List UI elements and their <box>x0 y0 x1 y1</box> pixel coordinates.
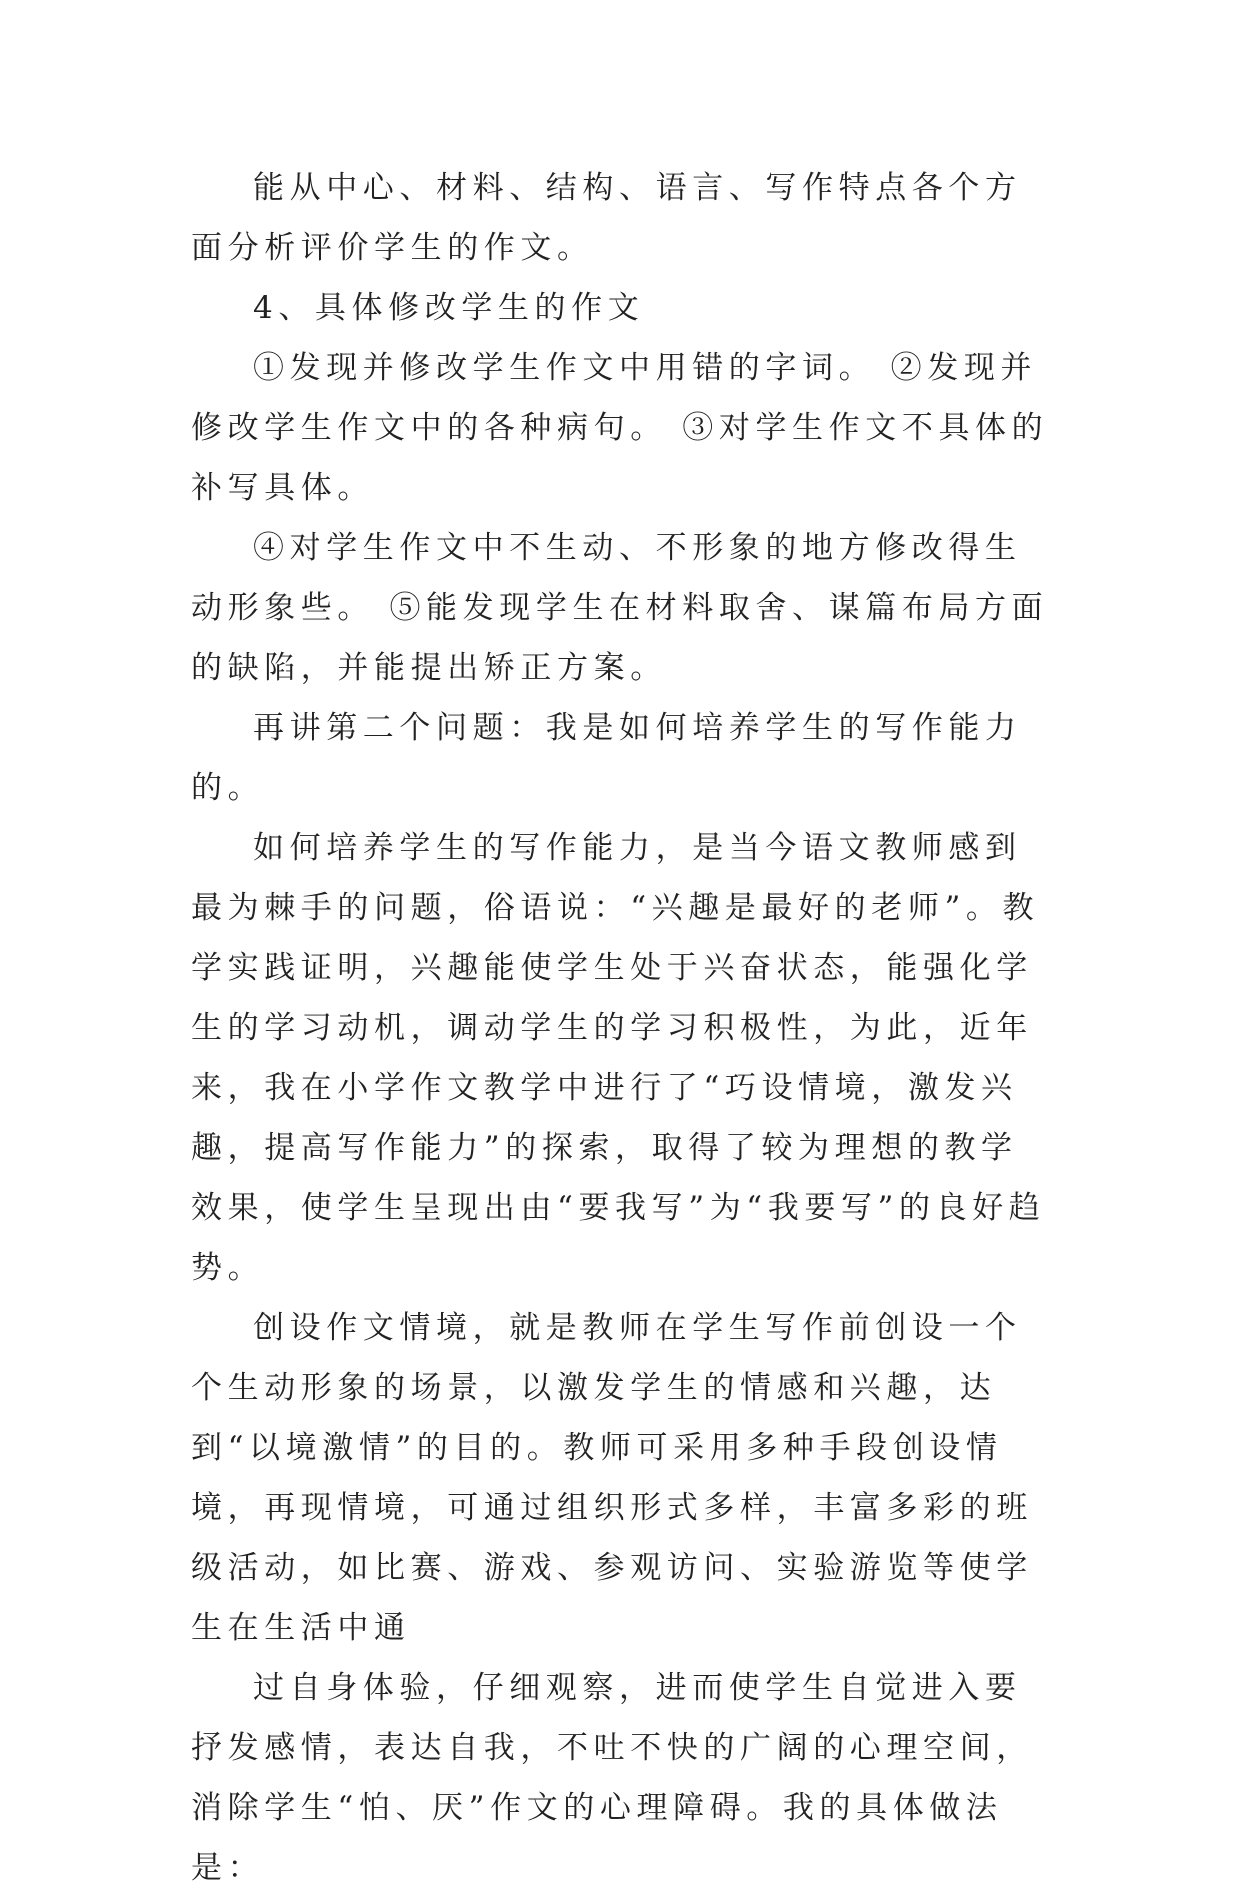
paragraph-7: 创设作文情境，就是教师在学生写作前创设一个个生动形象的场景，以激发学生的情感和兴趣，达到“以境激情”的目的。教师可采用多种手段创设情境，再现情境，可通过组织形式多样，丰富多彩的班级活动，如比赛、游戏、参观访问、实验游览等使学生在生活中通 <box>191 1310 1033 1646</box>
paragraph-1: 能从中心、材料、结构、语言、写作特点各个方面分析评价学生的作文。 <box>191 170 1022 266</box>
paragraph-5: 再讲第二个问题：我是如何培养学生的写作能力的。 <box>191 710 1022 806</box>
paragraph-6: 如何培养学生的写作能力，是当今语文教师感到最为棘手的问题，俗语说：“兴趣是最好的老师”。教学实践证明，兴趣能使学生处于兴奋状态，能强化学生的学习动机，调动学生的学习积极性，为此，近年来，我在小学作文教学中进行了“巧设情境，激发兴趣，提高写作能力”的探索，取得了较为理想的教学效果，使学生呈现出由“要我写”为“我要写”的良好趋势。 <box>191 830 1046 1286</box>
document-body <box>191 158 1051 1898</box>
paragraph-2-heading: 4、具体修改学生的作文 <box>253 290 645 326</box>
paragraph-3: ①发现并修改学生作文中用错的字词。 ②发现并修改学生作文中的各种病句。 ③对学生作文不具体的补写具体。 <box>191 350 1049 506</box>
paragraph-8: 过自身体验，仔细观察，进而使学生自觉进入要抒发感情，表达自我，不吐不快的广阔的心理空间，消除学生“怕、厌”作文的心理障碍。我的具体做法是： <box>191 1670 1033 1886</box>
paragraph-4: ④对学生作文中不生动、不形象的地方修改得生动形象些。 ⑤能发现学生在材料取舍、谋篇布局方面的缺陷，并能提出矫正方案。 <box>191 530 1049 686</box>
